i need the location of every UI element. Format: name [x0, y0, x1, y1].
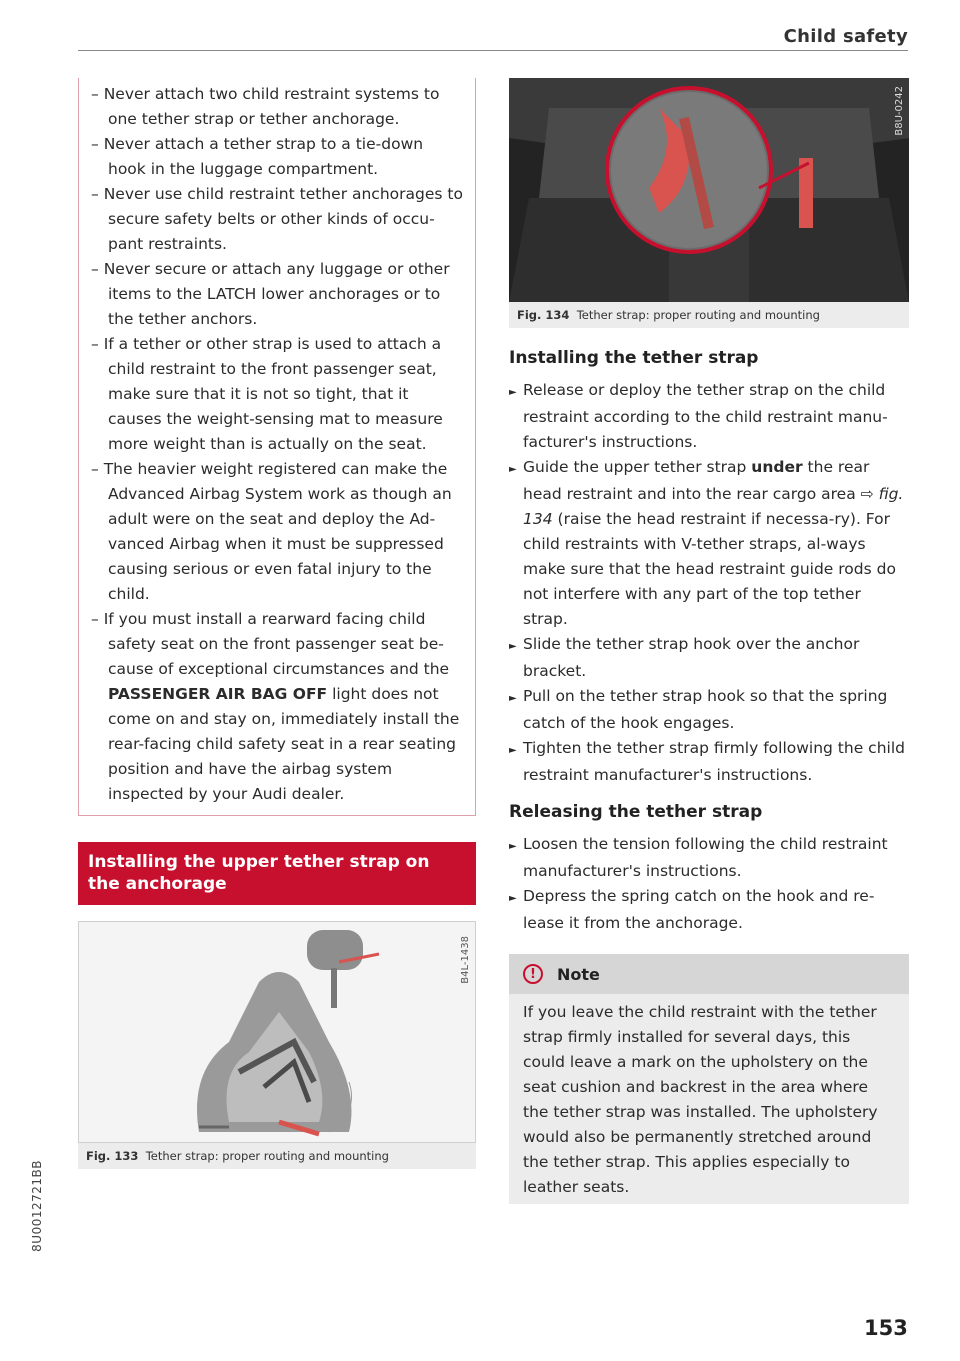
warning-box [78, 78, 476, 816]
child-seat-drawing [79, 922, 476, 1142]
installing-heading: Installing the tether strap [509, 348, 759, 368]
warning-item: – If you must install a rearward facing child safety seat on the front passenger seat be-cause of exceptional circumstances and the PASSENGER AIR BAG OFF light does not come on and stay on, immediately install the rear-facing child safety seat in a rear seating position and have the airbag system inspected by your Audi dealer. [91, 610, 460, 803]
warning-item: – Never secure or attach any luggage or other items to the LATCH lower anchorages or to the tether anchors. [91, 260, 450, 328]
step-item: ► Release or deploy the tether strap on the child restraint according to the child restraint manu-facturer's instructions. [509, 381, 888, 451]
page-number: 153 [864, 1316, 908, 1340]
step-item: ► Slide the tether strap hook over the anchor bracket. [509, 635, 860, 680]
cargo-area-photo [509, 78, 909, 302]
note-header [509, 954, 909, 994]
releasing-heading: Releasing the tether strap [509, 802, 763, 822]
warning-item: – The heavier weight registered can make the Advanced Airbag System work as though an adult were on the seat and deploy the Ad-vanced Airbag when it must be suppressed causing serious or even fatal injury to the child. [91, 460, 452, 603]
figure-code: B4L-1438 [460, 936, 471, 984]
left-column [78, 78, 476, 1169]
warning-item: – Never attach a tether strap to a tie-down hook in the luggage compartment. [91, 135, 424, 178]
step-item: ► Tighten the tether strap firmly following the child restraint manufacturer's instructions. [509, 739, 905, 784]
note-box [509, 954, 909, 1204]
figure-134 [509, 78, 909, 328]
right-column [509, 78, 909, 1204]
warning-item: – Never attach two child restraint systems to one tether strap or tether anchorage. [91, 85, 440, 128]
section-title: Child safety [783, 26, 908, 47]
document-code: 8U0012721BB [30, 1160, 44, 1252]
section-banner: Installing the upper tether strap on the anchorage [78, 842, 476, 905]
info-exclamation-icon: ! [523, 964, 543, 984]
step-item: ► Loosen the tension following the child restraint manufacturer's instructions. [509, 835, 888, 880]
figure-caption: Fig. 133 Tether strap: proper routing and mounting [86, 1149, 389, 1163]
warning-item: – Never use child restraint tether anchorages to secure safety belts or other kinds of occu-pant restraints. [91, 185, 463, 253]
figure-code: B8U-0242 [894, 86, 905, 136]
child-seat-illustration [78, 921, 476, 1143]
warning-item: – If a tether or other strap is used to attach a child restraint to the front passenger seat, make sure that it is not so tight, that it causes the weight-sensing mat to measure more weight than is actually on the seat. [91, 335, 443, 453]
figure-reference-link[interactable]: ⇨ fig. 134 [523, 485, 904, 528]
note-body: If you leave the child restraint with the tether strap firmly installed for several days, this could leave a mark on the upholstery on the seat cushion and backrest in the area where the tether strap was installed. The upholstery would also be permanently stretched around the tether strap. This applies especially to leather seats. [523, 1003, 878, 1196]
figure-caption: Fig. 134 Tether strap: proper routing and mounting [517, 308, 820, 322]
step-item: ► Depress the spring catch on the hook and re-lease it from the anchorage. [509, 887, 875, 932]
note-title: Note [557, 964, 600, 984]
cargo-area-drawing [509, 78, 909, 302]
header-rule [78, 50, 908, 51]
figure-133 [78, 921, 476, 1169]
step-item: ► Pull on the tether strap hook so that the spring catch of the hook engages. [509, 687, 888, 732]
step-item: ► Guide the upper tether strap under the rear head restraint and into the rear cargo area ⇨ fig. 134 (raise the head restraint if necessa-ry). For child restraints with V-tether straps, al-ways make sure that the head restraint guide rods do not interfere with any part of the top tether strap. [509, 458, 904, 628]
airbag-off-label: PASSENGER AIR BAG OFF [108, 685, 328, 703]
